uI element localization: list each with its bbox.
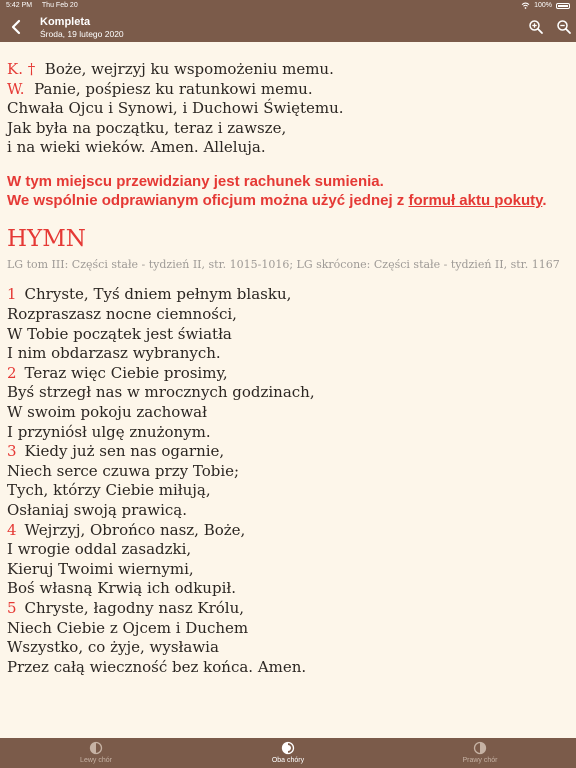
stanza-number: 5: [7, 598, 17, 617]
stanza-line: [7, 364, 567, 384]
stanza: [7, 442, 567, 520]
penance-formula-link[interactable]: formuł aktu pokuty: [408, 192, 543, 210]
zoom-out-icon[interactable]: [556, 19, 572, 35]
hymn-stanzas: [7, 285, 567, 677]
stanza: [7, 285, 567, 363]
tab-right-choir[interactable]: [420, 741, 540, 764]
stanza-line: Kieruj Twoimi wiernymi,: [7, 559, 194, 578]
stanza-line: Niech Ciebie z Ojcem i Duchem: [7, 618, 249, 637]
tab-left-choir[interactable]: [36, 741, 156, 764]
battery-percent: 100%: [534, 2, 552, 9]
stanza-line: Osłaniaj swoją prawicą.: [7, 501, 188, 519]
right-choir-icon: [473, 741, 487, 755]
stanza-text: Wejrzyj, Obrońco nasz, Boże,: [24, 520, 246, 539]
versicle-text: Boże, wejrzyj ku wspomożeniu memu.: [44, 60, 334, 78]
tab-label: Oba chóry: [271, 757, 305, 764]
page-subtitle: Środa, 19 lutego 2020: [40, 29, 124, 39]
tab-label: Prawy chór: [462, 757, 498, 764]
stanza-line: Niech serce czuwa przy Tobie;: [7, 461, 240, 480]
liturgy-content: [7, 60, 567, 677]
rubric: [7, 172, 567, 211]
stanza-number: 4: [7, 520, 17, 539]
stanza-line: W Tobie początek jest światła: [7, 324, 232, 343]
status-time: 5:42 PM: [6, 2, 33, 9]
stanza-number: 3: [7, 442, 17, 461]
stanza-line: [7, 442, 567, 462]
stanza-line: [7, 521, 567, 541]
status-indicators: [521, 2, 570, 9]
hymn-source: LG tom III: Części stałe - tydzień II, str. 1015-1016; LG skrócone: Części stałe - tydzień II, str. 1167: [7, 257, 560, 271]
tab-label: Lewy chór: [80, 757, 112, 764]
stanza-line: Wszystko, co żyje, wysławia: [7, 638, 219, 657]
stanza-line: I wrogie oddal zasadzki,: [7, 540, 192, 559]
rubric-line: W tym miejscu przewidziany jest rachunek sumienia.: [7, 172, 384, 190]
status-date: Thu Feb 20: [41, 2, 78, 9]
versicle-line: [7, 80, 567, 100]
stanza-number: 1: [7, 285, 17, 304]
stanza: [7, 599, 567, 677]
versicle-text: Panie, pośpiesz ku ratunkowi memu.: [34, 79, 313, 98]
status-time-date: [6, 2, 86, 9]
wifi-icon: [521, 2, 530, 9]
status-bar: [0, 0, 576, 12]
versicle-marker: W.: [7, 79, 25, 98]
versicle-marker: K. †: [7, 60, 36, 78]
stanza-line: Boś własną Krwią ich odkupił.: [7, 579, 236, 598]
stanza-text: Chryste, Tyś dniem pełnym blasku,: [24, 285, 292, 304]
battery-icon: [556, 3, 570, 9]
versicle-line: [7, 60, 567, 80]
stanza-text: Teraz więc Ciebie prosimy,: [24, 363, 228, 382]
rubric-suffix: .: [542, 192, 547, 210]
stanza-text: Chryste, łagodny nasz Królu,: [24, 598, 245, 617]
stanza-line: [7, 285, 567, 305]
back-chevron-icon[interactable]: [8, 18, 26, 36]
rubric-text: We wspólnie odprawianym oficjum można użyć jednej z: [7, 192, 409, 210]
left-choir-icon: [89, 741, 103, 755]
stanza: [7, 521, 567, 599]
doxology-line: Chwała Ojcu i Synowi, i Duchowi Świętemu.: [7, 99, 344, 118]
app-header: [0, 12, 576, 42]
stanza-line: Rozpraszasz nocne ciemności,: [7, 305, 237, 324]
doxology-line: Jak była na początku, teraz i zawsze,: [7, 118, 287, 137]
opening-versicles: [7, 60, 567, 158]
page-title: Kompleta: [40, 16, 91, 28]
stanza-line: W swoim pokoju zachował: [7, 403, 207, 422]
tab-both-choirs[interactable]: [228, 741, 348, 764]
stanza: [7, 364, 567, 442]
rubric-line: [7, 191, 567, 211]
stanza-line: Tych, którzy Ciebie miłują,: [7, 481, 211, 500]
stanza-line: I nim obdarzasz wybranych.: [7, 344, 221, 363]
stanza-text: Kiedy już sen nas ogarnie,: [24, 442, 225, 461]
stanza-line: Byś strzegł nas w mrocznych godzinach,: [7, 383, 315, 402]
stanza-number: 2: [7, 363, 17, 382]
stanza-line: [7, 599, 567, 619]
zoom-in-icon[interactable]: [528, 19, 544, 35]
doxology-line: i na wieki wieków. Amen. Alleluja.: [7, 138, 266, 157]
hymn-heading: HYMN: [7, 225, 86, 252]
tab-bar: [0, 738, 576, 768]
both-choirs-icon: [281, 741, 295, 755]
stanza-line: Przez całą wieczność bez końca. Amen.: [7, 657, 307, 676]
stanza-line: I przyniósł ulgę znużonym.: [7, 422, 211, 441]
